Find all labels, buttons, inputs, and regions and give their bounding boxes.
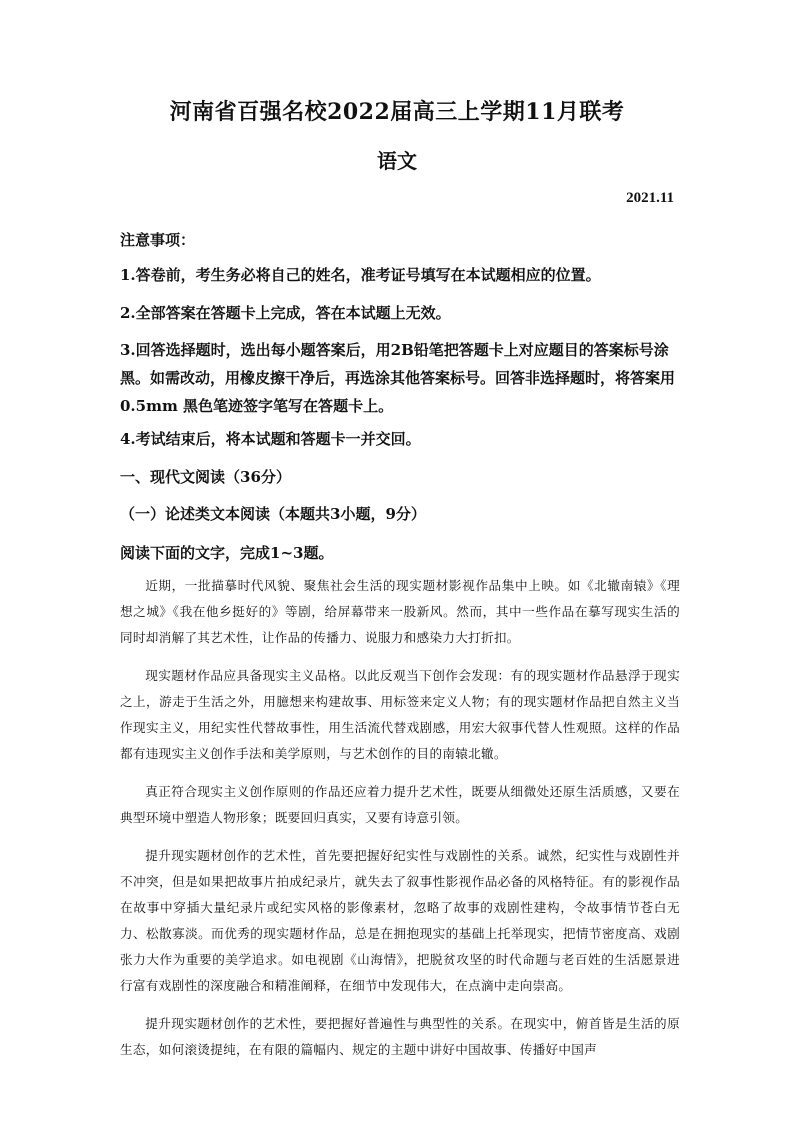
exam-date: 2021.11 [626, 190, 674, 206]
notice-item-1: 1.答卷前，考生务必将自己的姓名，准考证号填写在本试题相应的位置。 [120, 266, 601, 284]
passage-paragraph-1: 近期，一批描摹时代风貌、聚焦社会生活的现实题材影视作品集中上映。如《北辙南辕》《理想之城》《我在他乡挺好的》等剧，给屏幕带来一股新风。然而，其中一些作品在摹写现实生活的同时却消解了其艺术性，让作品的传播力、说服力和感染力大打折扣。 [120, 578, 680, 645]
subsection-heading: （一）论述类文本阅读（本题共3小题，9分） [120, 505, 426, 523]
notice-item-3: 3.回答选择题时，选出每小题答案后，用2B铅笔把答题卡上对应题目的答案标号涂黑。如需改动，用橡皮擦干净后，再选涂其他答案标号。回答非选择题时，将答案用0.5mm 黑色笔迹签字笔写在答题卡上。 [120, 341, 676, 415]
notice-item-4: 4.考试结束后，将本试题和答题卡一并交回。 [120, 430, 421, 448]
section-heading: 一、现代文阅读（36分） [120, 468, 291, 486]
passage-paragraph-4: 提升现实题材创作的艺术性，首先要把握好纪实性与戏剧性的关系。诚然，纪实性与戏剧性并不冲突，但是如果把故事片拍成纪录片，就失去了叙事性影视作品必备的风格特征。有的影视作品在故事中穿插大量纪录片或纪实风格的影像素材，忽略了故事的戏剧性建构，令故事情节苍白无力、松散寡淡。而优秀的现实题材作品，总是在拥抱现实的基础上托举现实，把情节密度高、戏剧张力大作为重要的美学追求。如电视剧《山海情》，把脱贫攻坚的时代命题与老百姓的生活愿景进行富有戏剧性的深度融合和精准阐释，在细节中发现伟大，在点滴中走向崇高。 [120, 848, 680, 993]
passage-paragraph-2: 现实题材作品应具备现实主义品格。以此反观当下创作会发现：有的现实题材作品悬浮于现实之上，游走于生活之外，用臆想来构建故事、用标签来定义人物；有的现实题材作品把自然主义当作现实主义，用纪实性代替故事性，用生活流代替戏剧感，用宏大叙事代替人性观照。这样的作品都有违现实主义创作手法和美学原则，与艺术创作的目的南辕北辙。 [120, 668, 680, 761]
notice-heading: 注意事项： [120, 231, 196, 249]
page-title: 河南省百强名校2022届高三上学期11月联考 [169, 99, 625, 125]
subject-title: 语文 [377, 149, 417, 173]
notice-item-2: 2.全部答案在答题卡上完成，答在本试题上无效。 [120, 304, 451, 322]
passage-paragraph-5: 提升现实题材创作的艺术性，要把握好普遍性与典型性的关系。在现实中，俯首皆是生活的原生态，如何滚烫提纯，在有限的篇幅内、规定的主题中讲好中国故事、传播好中国声 [120, 1016, 680, 1057]
reading-instruction: 阅读下面的文字，完成1~3题。 [120, 544, 334, 562]
passage-paragraph-3: 真正符合现实主义创作原则的作品还应着力提升艺术性，既要从细微处还原生活质感，又要在典型环境中塑造人物形象；既要回归真实，又要有诗意引领。 [120, 784, 680, 825]
